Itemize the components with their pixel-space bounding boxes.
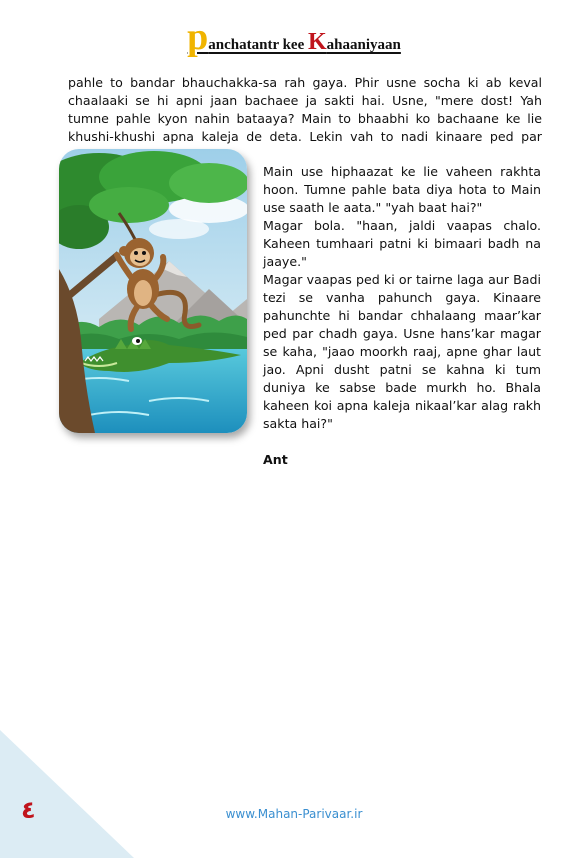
story-intro-paragraph: pahle to bandar bhauchakka-sa rah gaya. Phir usne socha ki ab keval chaalaaki se hi apni jaan bachaee ja sakti hai. Usne, "mere dost! Yah tumne pahle kyon nahin bataaya? Main to bhaabhi ko bachaane ke lie khushi-khushi apna kaleja de deta. Lekin vah to nadi kinaare ped par [68,75,542,144]
page-number: ٤ [21,796,36,824]
book-title [187,18,401,56]
story-side-text [263,163,541,469]
title-initial-k: K [308,29,327,55]
title-initial-p: p [187,16,209,58]
title-word-kahaaniyaan: ahaaniyaan [326,37,401,53]
page-header [0,18,588,56]
story-paragraph-1: Main use hiphaazat ke lie vaheen rakhta hoon. Tumne pahle bata diya hota to Main use saath le aata." "yah baat hai?" [263,164,541,215]
story-paragraph-3: Magar vaapas ped ki or tairne laga aur Badi tezi se vanha pahunch gaya. Kinaare pahunchte hi bandar chhalaang maar’kar ped par chadh gaya. Usne hans’kar magar se kaha, "jaao moorkh raaj, apne ghar laut jao. Apni dusht patni se kahna ki tum duniya ke sabse bade murkh ho. Bhala kaheen koi apna kaleja nikaal’kar alag rakh sakta hai?" [263,272,541,431]
website-link[interactable]: www.Mahan-Parivaar.ir [225,807,363,821]
monkey-crocodile-illustration [59,149,247,433]
story-end-label: Ant [263,452,288,467]
story-paragraph-2: Magar bola. "haan, jaldi vaapas chalo. Kaheen tumhaari patni ki bimaari badh na jaaye." [263,218,541,269]
corner-decoration [0,730,134,858]
title-word-panchatantr-kee: anchatantr kee [208,37,308,53]
